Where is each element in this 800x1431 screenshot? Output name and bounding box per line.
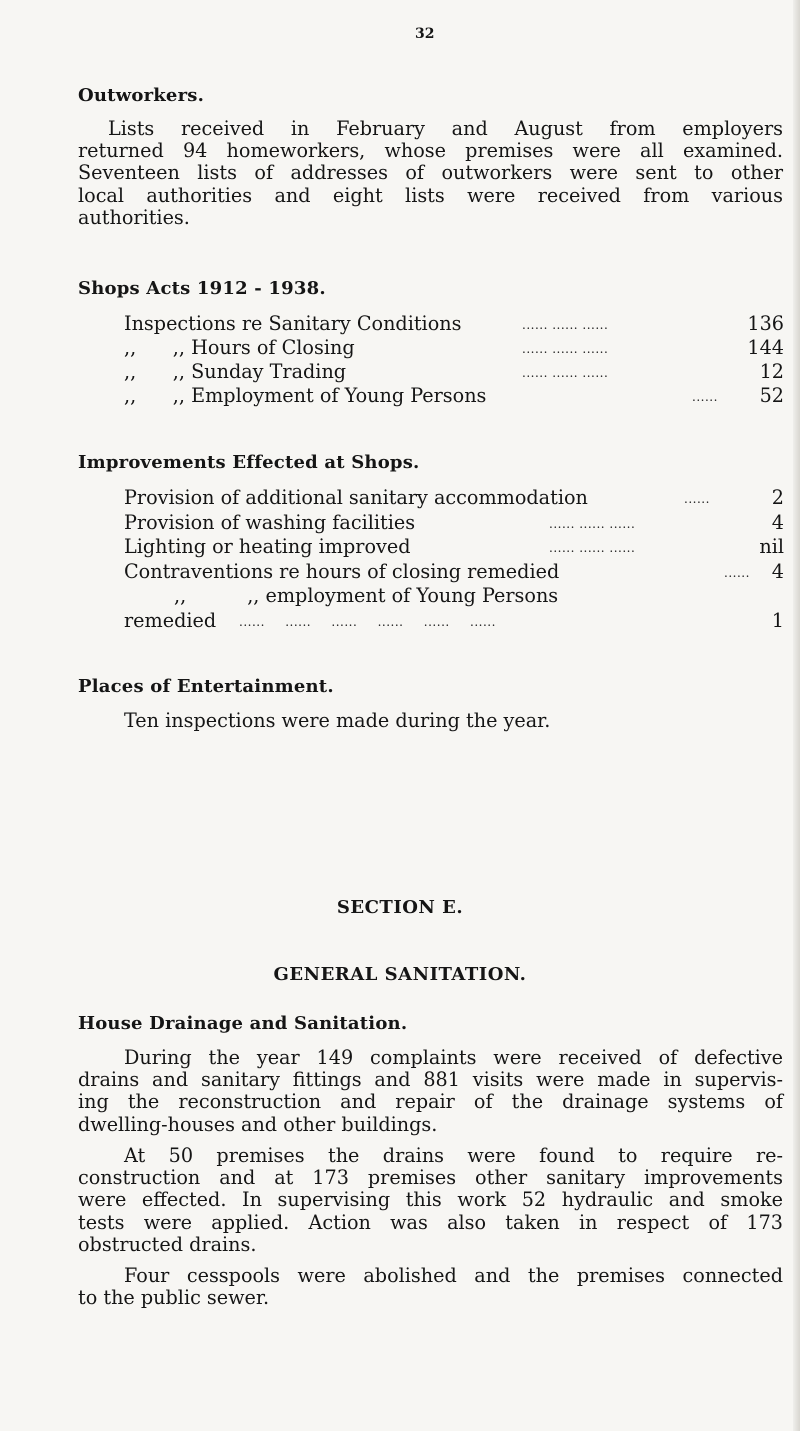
shops-acts-heading: Shops Acts 1912 - 1938. [78,278,326,299]
leader-dots: ...... ...... ...... [549,541,636,555]
row-value: 144 [747,336,784,359]
improvement-row [124,609,784,632]
text-line: tests were applied. Action was also taken in respect of 173 [78,1210,783,1234]
text-line: Four cesspools were abolished and the premises connected [124,1264,783,1287]
entertainment-heading: Places of Entertainment. [78,676,334,697]
leader-dots: ...... ...... ...... [522,318,609,332]
page-edge-shadow [793,0,800,1431]
leader-dots: ...... ...... ...... ...... ...... ...... [239,615,496,629]
improvement-row [124,511,784,534]
drainage-paragraph-2 [78,1145,783,1256]
text-line: Seventeen lists of addresses of outworkers were sent to other [78,161,783,185]
row-value: 12 [759,360,784,383]
entertainment-text: Ten inspections were made during the year. [124,709,551,732]
leader-dots: ...... ...... ...... [522,342,609,356]
page-number: 32 [415,26,435,42]
shops-row [124,336,784,359]
section-subtitle: GENERAL SANITATION. [273,964,527,985]
leader-dots: ...... [724,566,750,580]
leader-dots: ...... [692,390,718,404]
row-label: Provision of additional sanitary accommodation [124,486,588,509]
text-line: drains and sanitary fittings and 881 visits were made in supervis- [78,1068,783,1092]
row-value: 52 [759,384,784,407]
section-title: SECTION E. [336,897,464,918]
house-drainage-heading: House Drainage and Sanitation. [78,1013,408,1034]
text-line: Lists received in February and August from employers [108,117,783,140]
row-value: 136 [747,312,784,335]
text-line: During the year 149 complaints were received of defective [124,1046,783,1069]
outworkers-heading: Outworkers. [78,85,205,106]
improvement-row [124,535,784,558]
row-label: ,, ,, Hours of Closing [124,336,355,359]
drainage-paragraph-1 [78,1047,783,1136]
row-value: 1 [771,609,784,632]
improvement-row [124,560,784,583]
text-line: At 50 premises the drains were found to require re- [124,1144,783,1167]
text-line: local authorities and eight lists were received from various [78,183,783,207]
leader-dots: ...... ...... ...... [549,517,636,531]
shops-row [124,312,784,335]
improvements-heading: Improvements Effected at Shops. [78,452,420,473]
improvement-row [174,584,784,607]
shops-row [124,384,784,407]
text-line: obstructed drains. [78,1232,257,1256]
row-label: ,, ,, Sunday Trading [124,360,347,383]
text-line: returned 94 homeworkers, whose premises were all examined. [78,139,783,163]
row-value: 4 [771,560,784,583]
row-label: Provision of washing facilities [124,511,416,534]
row-label: ,, ,, employment of Young Persons [174,584,559,607]
row-value: 2 [771,486,784,509]
row-label: Inspections re Sanitary Conditions [124,312,462,335]
leader-dots: ...... ...... ...... [522,366,609,380]
outworkers-paragraph [78,118,783,229]
row-label: Lighting or heating improved [124,535,411,558]
shops-row [124,360,784,383]
row-value: 4 [771,511,784,534]
text-line: ing the reconstruction and repair of the drainage systems of [78,1090,783,1114]
text-line: to the public sewer. [78,1286,270,1310]
text-line: were effected. In supervising this work 52 hydraulic and smoke [78,1188,783,1212]
leader-dots: ...... [684,492,710,506]
row-label: remedied [124,609,217,632]
text-line: construction and at 173 premises other sanitary improvements [78,1166,783,1190]
text-line: authorities. [78,205,190,229]
row-value: nil [759,535,784,558]
row-label: ,, ,, Employment of Young Persons [124,384,487,407]
drainage-paragraph-3 [78,1265,783,1309]
improvement-row [124,486,784,509]
text-line: dwelling-houses and other buildings. [78,1112,438,1136]
row-label: Contraventions re hours of closing remedied [124,560,560,583]
